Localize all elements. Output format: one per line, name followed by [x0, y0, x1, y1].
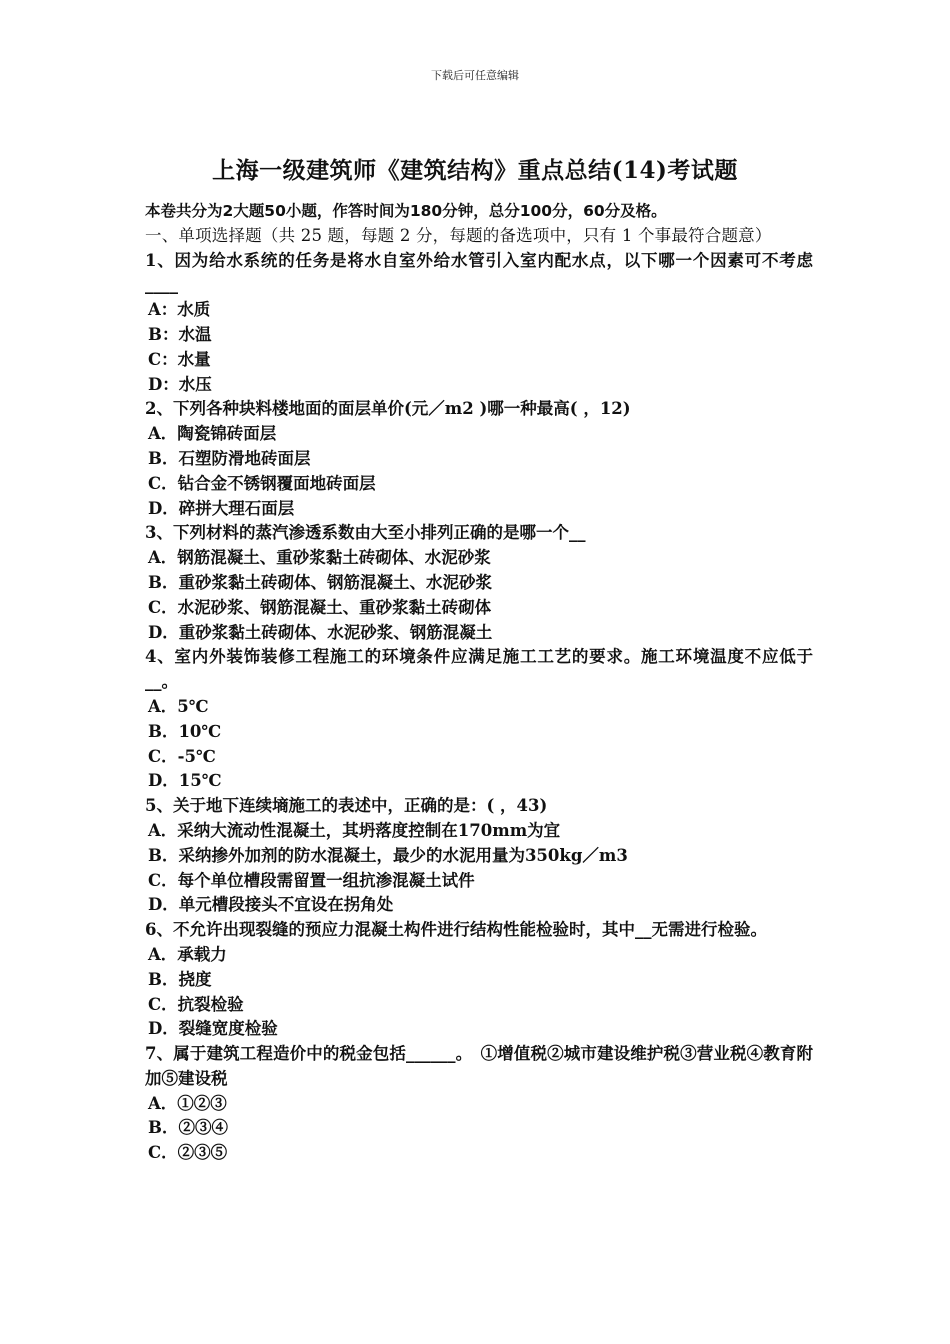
option-d: D．裂缝宽度检验 — [148, 1019, 278, 1039]
option-d: D．重砂浆黏土砖砌体、水泥砂浆、钢筋混凝土 — [148, 622, 493, 642]
header-note: 下载后可任意编辑 — [431, 69, 519, 82]
option-b: B．采纳掺外加剂的防水混凝土，最少的水泥用量为350kg／m3 — [148, 845, 628, 865]
page-title: 上海一级建筑师《建筑结构》重点总结(14)考试题 — [212, 157, 738, 184]
option-d: D．碎拼大理石面层 — [148, 498, 295, 518]
option-c: C．水泥砂浆、钢筋混凝土、重砂浆黏土砖砌体 — [148, 597, 492, 617]
question-text: 3、下列材料的蒸汽渗透系数由大至小排列正确的是哪一个__ — [145, 523, 586, 543]
option-b: B．挠度 — [148, 969, 212, 989]
question-3 — [145, 521, 813, 645]
question-text: 7、属于建筑工程造价中的税金包括______。 ①增值税②城市建设维护税③营业税④教育附加⑤建设税 — [145, 1044, 813, 1088]
option-a: A．①②③ — [148, 1093, 227, 1113]
option-c: C．每个单位槽段需留置一组抗渗混凝土试件 — [148, 870, 475, 890]
option-b: B．重砂浆黏土砖砌体、钢筋混凝土、水泥砂浆 — [148, 572, 492, 592]
question-text: 6、不允许出现裂缝的预应力混凝土构件进行结构性能检验时，其中__无需进行检验。 — [145, 920, 767, 940]
question-5 — [145, 794, 813, 918]
question-1 — [145, 249, 813, 398]
option-c: C．-5℃ — [148, 746, 216, 766]
question-text: 1、因为给水系统的任务是将水自室外给水管引入室内配水点，以下哪一个因素可不考虑____ — [145, 250, 813, 295]
question-text: 5、关于地下连续墒施工的表述中，正确的是：( ，43) — [145, 796, 548, 816]
question-2 — [145, 397, 813, 521]
option-a: A．陶瓷锦砖面层 — [148, 424, 277, 444]
option-c: C．②③⑤ — [148, 1143, 228, 1163]
option-c: C．抗裂检验 — [148, 994, 244, 1014]
question-4 — [145, 645, 813, 794]
option-c: C．钻合金不锈钢覆面地砖面层 — [148, 473, 376, 493]
question-7 — [145, 1042, 813, 1166]
question-text: 4、室内外装饰装修工程施工的环境条件应满足施工工艺的要求。施工环境温度不应低于__。 — [145, 647, 813, 692]
option-c: C：水量 — [148, 349, 211, 369]
exam-content — [145, 199, 813, 1166]
option-b: B．石塑防滑地砖面层 — [148, 448, 311, 468]
option-a: A．5℃ — [148, 696, 209, 716]
exam-summary: 本卷共分为2大题50小题，作答时间为180分钟，总分100分，60分及格。 — [145, 202, 667, 220]
option-d: D：水压 — [148, 374, 212, 394]
question-text: 2、下列各种块料楼地面的面层单价(元／m2 )哪一种最高( ，12) — [145, 399, 631, 419]
option-a: A．钢筋混凝土、重砂浆黏土砖砌体、水泥砂浆 — [148, 548, 491, 568]
option-b: B．10℃ — [148, 721, 222, 741]
option-a: A．承载力 — [148, 944, 227, 964]
option-d: D．单元槽段接头不宜设在拐角处 — [148, 895, 394, 915]
option-a: A：水质 — [148, 300, 211, 320]
option-b: B．②③④ — [148, 1118, 228, 1138]
option-d: D．15℃ — [148, 771, 222, 791]
section-heading: 一、单项选择题（共 25 题，每题 2 分，每题的备选项中，只有 1 个事最符合题意） — [145, 225, 772, 245]
option-a: A．采纳大流动性混凝土，其坍落度控制在170mm为宜 — [148, 820, 561, 840]
option-b: B：水温 — [148, 324, 212, 344]
question-6 — [145, 918, 813, 1042]
